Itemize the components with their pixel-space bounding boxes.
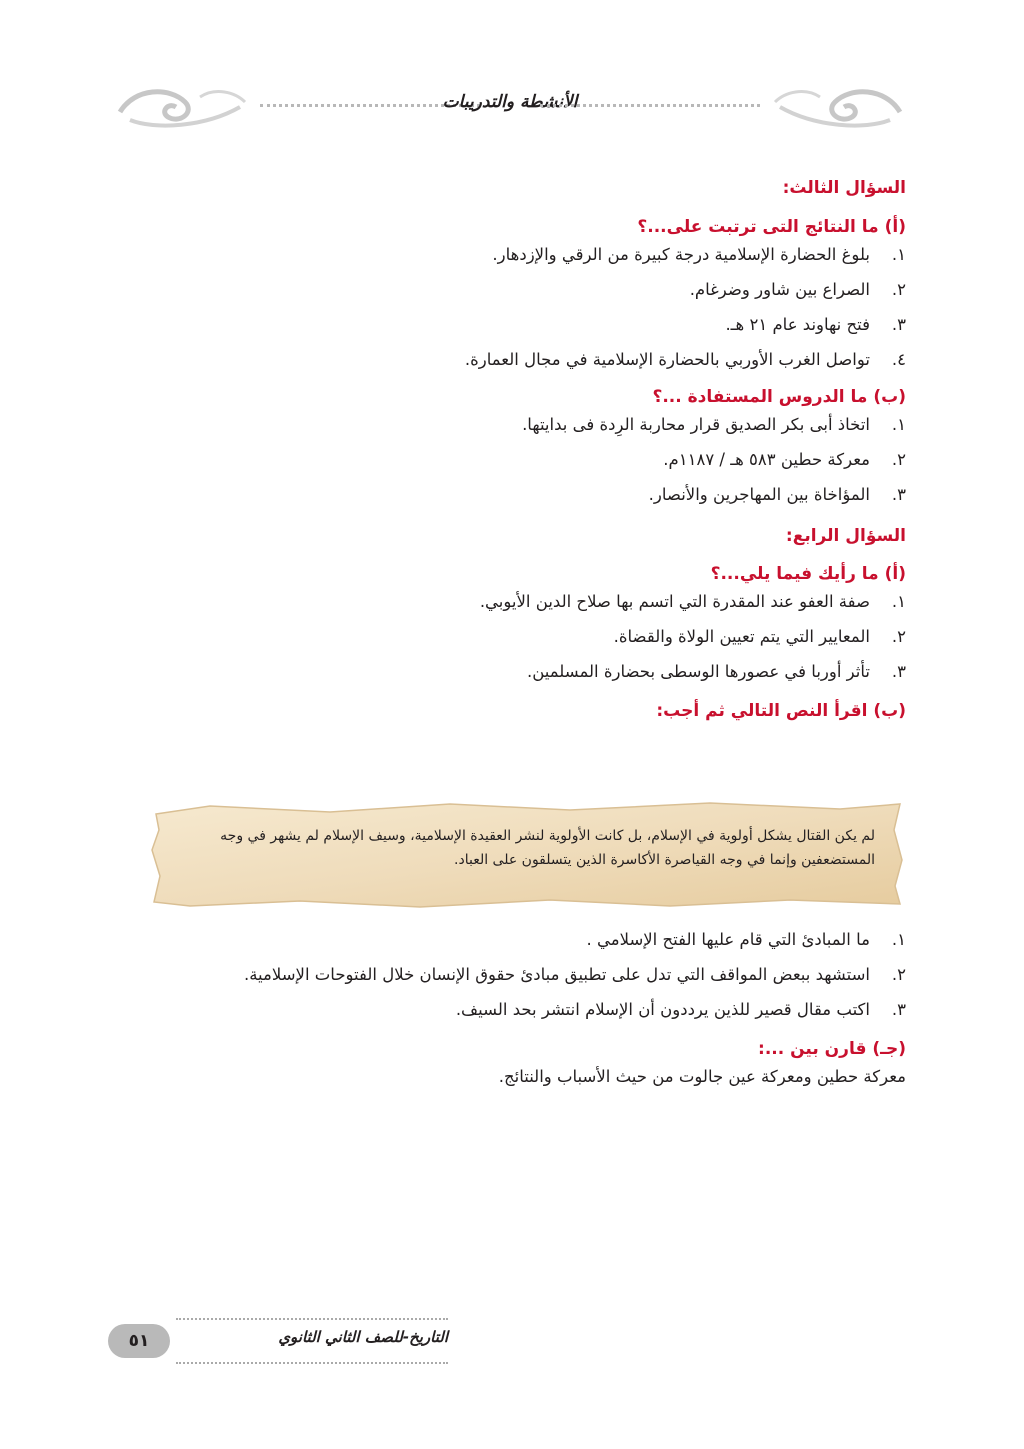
list-item: ٢. استشهد ببعض المواقف التي تدل على تطبيق مبادئ حقوق الإنسان خلال الفتوحات الإسلامية. bbox=[243, 965, 906, 984]
list-item: ١. صفة العفو عند المقدرة التي اتسم بها صلاح الدين الأيوبي. bbox=[479, 592, 906, 611]
list-item: ٣. اكتب مقال قصير للذين يرددون أن الإسلام انتشر بحد السيف. bbox=[455, 1000, 906, 1019]
page-header-title: الأنشطة والتدريبات bbox=[442, 92, 578, 112]
question-3-b-title: (ب) ما الدروس المستفادة ...؟ bbox=[652, 387, 906, 407]
passage-parchment bbox=[150, 800, 905, 910]
list-item: ٢. الصراع بين شاور وضرغام. bbox=[689, 280, 906, 299]
question-4-b-title: (ب) اقرأ النص التالي ثم أجب: bbox=[656, 701, 906, 721]
question-3-b-list bbox=[106, 415, 906, 504]
list-item: ٣. المؤاخاة بين المهاجرين والأنصار. bbox=[648, 485, 906, 504]
page-content bbox=[106, 178, 906, 721]
list-item: ١. اتخاذ أبى بكر الصديق قرار محاربة الرِدة فى بدايتها. bbox=[522, 415, 906, 434]
question-4-a-list bbox=[106, 592, 906, 681]
footer-dots-bottom bbox=[176, 1362, 448, 1364]
list-item: ٣. تأثر أوربا في عصورها الوسطى بحضارة المسلمين. bbox=[526, 662, 906, 681]
list-item: ١. ما المبادئ التي قام عليها الفتح الإسلامي . bbox=[586, 930, 906, 949]
list-item: ٢. المعايير التي يتم تعيين الولاة والقضاة. bbox=[613, 627, 906, 646]
list-item: ٤. تواصل الغرب الأوربي بالحضارة الإسلامية في مجال العمارة. bbox=[464, 350, 906, 369]
question-3-a-title: (أ) ما النتائج التى ترتبت على...؟ bbox=[637, 217, 906, 237]
question-3-a-list bbox=[106, 245, 906, 369]
header-dots-right bbox=[540, 104, 760, 107]
passage-text: لم يكن القتال يشكل أولوية في الإسلام، بل كانت الأولوية لنشر العقيدة الإسلامية، وسيف الإسلام لم يشهر في وجه المستضعفين وإنما في وجه القياصرة الأكاسرة الذين يتسلقون على العباد. bbox=[220, 828, 875, 868]
question-3-title: السؤال الثالث: bbox=[782, 178, 906, 198]
footer-dots-top bbox=[176, 1318, 448, 1320]
list-item: ٢. معركة حطين ٥٨٣ هـ / ١١٨٧م. bbox=[663, 450, 906, 469]
page-header bbox=[110, 82, 910, 132]
list-item: ٣. فتح نهاوند عام ٢١ هـ. bbox=[725, 315, 906, 334]
list-item: ١. بلوغ الحضارة الإسلامية درجة كبيرة من الرقي والإزدهار. bbox=[492, 245, 906, 264]
footer-title: التاريخ-للصف الثاني الثانوي bbox=[278, 1328, 448, 1346]
page-number: ٥١ bbox=[108, 1324, 170, 1358]
question-4-c-text: معركة حطين ومعركة عين جالوت من حيث الأسباب والنتائج. bbox=[498, 1067, 906, 1086]
question-4-a-title: (أ) ما رأيك فيما يلي...؟ bbox=[710, 564, 906, 584]
question-4-b-list bbox=[106, 930, 906, 1019]
page-content-continued bbox=[106, 930, 906, 1086]
question-4-c-title: (جـ) قارن بين ...: bbox=[758, 1039, 906, 1059]
question-4-title: السؤال الرابع: bbox=[785, 526, 906, 546]
right-ornament-icon bbox=[770, 82, 910, 132]
page-footer bbox=[108, 1318, 448, 1364]
